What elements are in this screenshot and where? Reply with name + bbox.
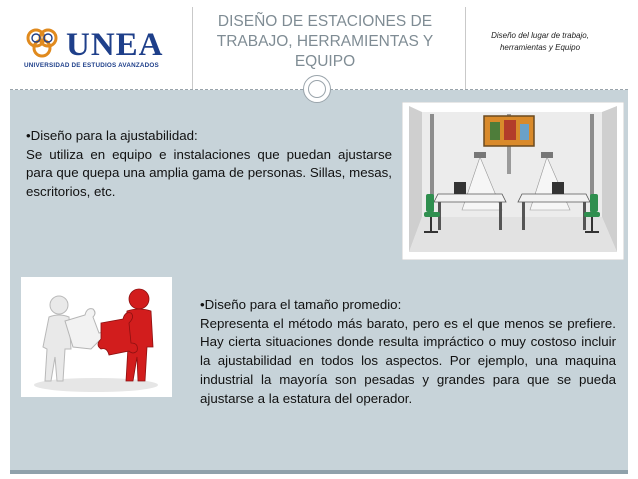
section-average-size-heading: •Diseño para el tamaño promedio:: [200, 297, 402, 312]
slide-title: DISEÑO DE ESTACIONES DE TRABAJO, HERRAMIENTAS Y EQUIPO: [216, 13, 434, 70]
header-divider-left: [192, 7, 193, 89]
puzzle-figures-illustration: [21, 277, 172, 397]
footer-bar: [10, 470, 628, 474]
header-divider-right: [465, 7, 466, 89]
section-adjustability-body: Se utiliza en equipo e instalaciones que puedan ajustarse para que quepa una amplia gama de personas. Sillas, mesas, escritorios, etc.: [26, 146, 392, 199]
interlocking-rings-icon: [22, 26, 64, 62]
section-average-size: [200, 296, 616, 408]
section-adjustability-heading: •Diseño para la ajustabilidad:: [26, 128, 198, 143]
logo-wordmark: UNEA: [66, 27, 164, 63]
unea-logo: [22, 26, 182, 70]
header-note: Diseño del lugar de trabajo, herramientas y Equipo: [491, 31, 589, 52]
section-average-size-body: Representa el método más barato, pero es el que menos se prefiere. Hay cierta situaciones donde resulta impráctico o muy costoso incluir la ajustabilidad en todos los aspectos. Por ejemplo, una maquina industrial la mayoría son pesadas y grandes para que se pueda ajustarse a la estatura del operador.: [200, 315, 616, 406]
inner-ring: [308, 80, 326, 98]
section-adjustability: [26, 127, 392, 201]
circle-ring-icon: [303, 75, 331, 103]
logo-subtitle: UNIVERSIDAD DE ESTUDIOS AVANZADOS: [24, 62, 159, 69]
office-workstation-illustration: [402, 102, 624, 260]
